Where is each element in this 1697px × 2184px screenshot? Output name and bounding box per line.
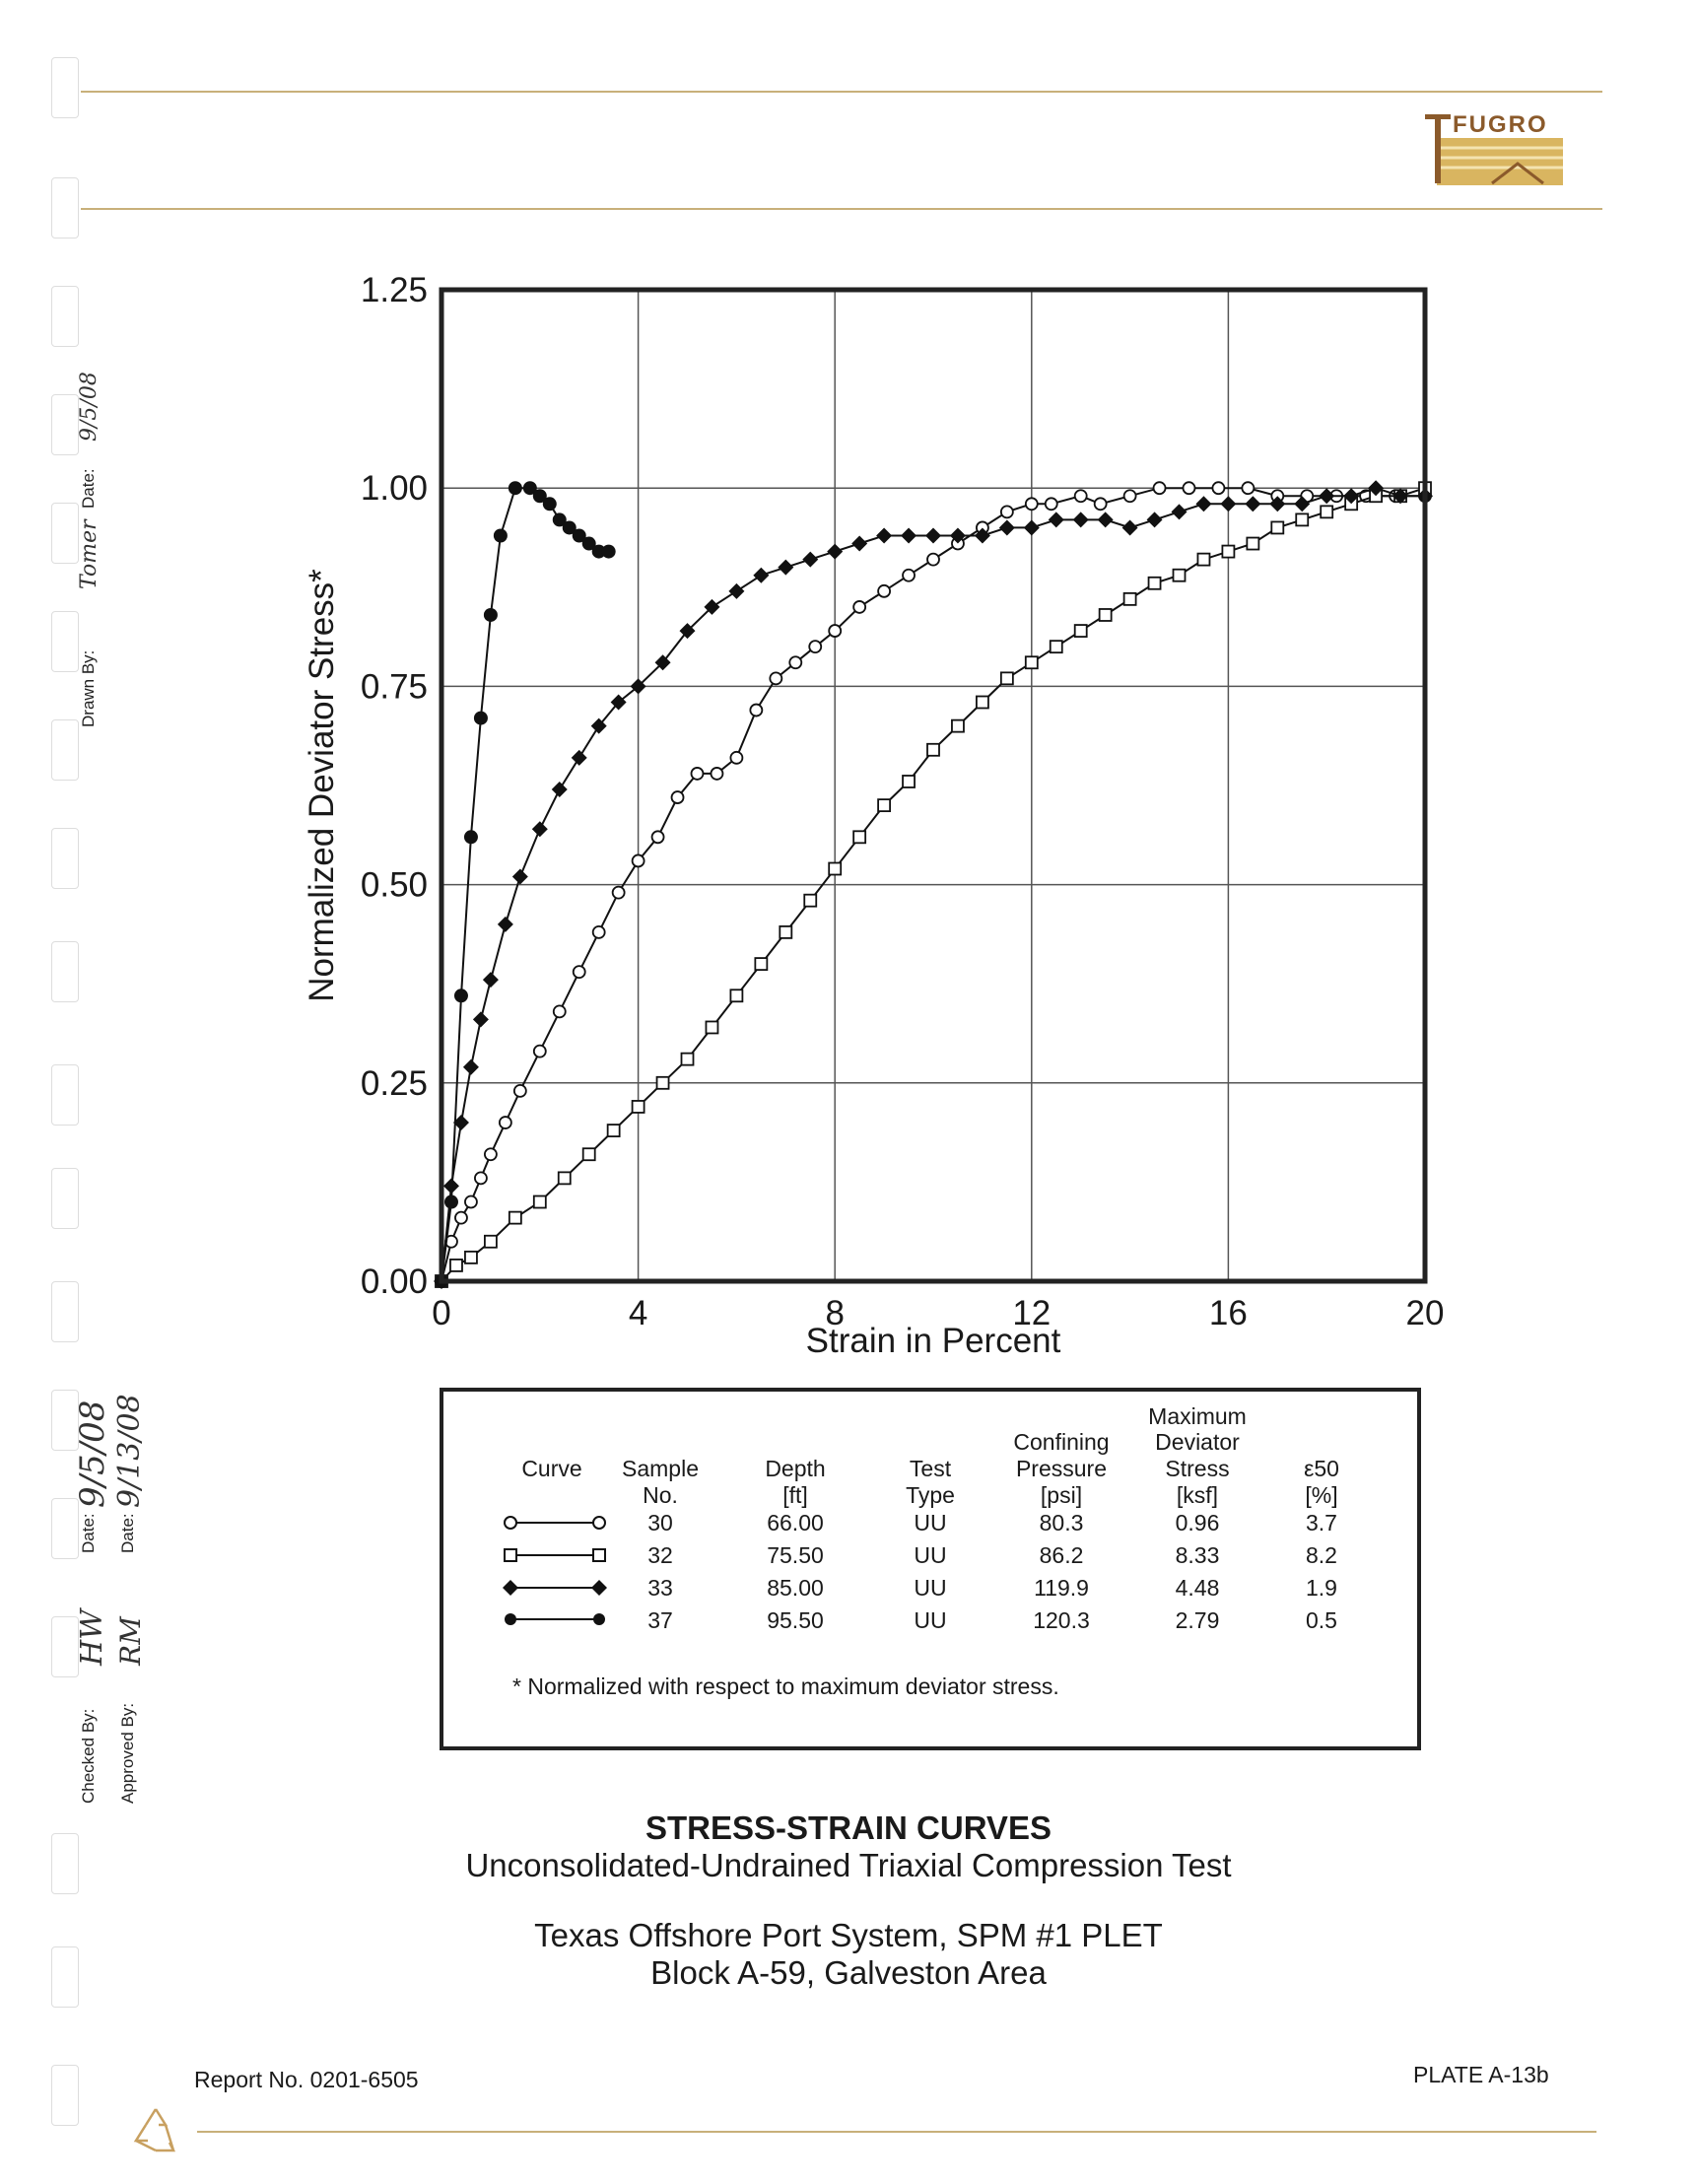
- y-tick-label: 1.25: [360, 271, 428, 309]
- data-point-30: [475, 1172, 487, 1184]
- data-point-33: [532, 821, 548, 837]
- legend-header-max-1: Maximum: [1148, 1403, 1247, 1429]
- legend-marker-30: [505, 1517, 605, 1529]
- legend-header-test-2: Type: [906, 1482, 955, 1508]
- legend-row-37-type: UU: [914, 1607, 947, 1633]
- legend-header-sample-1: Sample: [622, 1456, 699, 1481]
- data-point-32: [977, 696, 988, 708]
- y-tick-label: 0.50: [360, 865, 428, 905]
- data-point-33: [1245, 496, 1260, 512]
- data-point-32: [755, 958, 767, 970]
- data-point-32: [903, 776, 915, 787]
- data-point-32: [450, 1260, 462, 1271]
- data-point-30: [691, 768, 703, 780]
- legend-header-conf-1: Confining: [1013, 1429, 1110, 1455]
- data-point-33: [572, 750, 587, 766]
- legend-row-32-sample: 32: [647, 1542, 673, 1568]
- data-point-37: [454, 989, 468, 1002]
- data-point-32: [608, 1125, 620, 1136]
- data-point-32: [1124, 593, 1136, 605]
- data-point-33: [851, 536, 867, 552]
- legend-row-30-max-stress: 0.96: [1175, 1510, 1220, 1536]
- data-point-32: [583, 1148, 595, 1160]
- data-point-30: [750, 705, 762, 717]
- data-point-30: [878, 585, 890, 597]
- legend-marker-37: [505, 1613, 605, 1625]
- legend-header-curve: Curve: [521, 1456, 582, 1481]
- plate-subtitle: Unconsolidated-Undrained Triaxial Compression Test: [465, 1847, 1232, 1883]
- data-point-33: [473, 1011, 489, 1027]
- x-tick-label: 8: [825, 1294, 845, 1332]
- data-point-30: [1095, 498, 1107, 510]
- plot-frame: [441, 290, 1425, 1281]
- legend-header-sample-2: No.: [643, 1482, 678, 1508]
- checked-date-value: 9/5/08: [73, 1399, 112, 1508]
- data-point-33: [1098, 512, 1114, 527]
- data-point-30: [711, 768, 722, 780]
- legend-row-33-depth: 85.00: [767, 1575, 824, 1601]
- data-point-30: [672, 791, 684, 803]
- data-point-30: [593, 926, 605, 938]
- data-point-30: [1183, 482, 1194, 494]
- data-point-30: [809, 641, 821, 652]
- data-point-30: [534, 1046, 546, 1058]
- data-point-33: [1220, 496, 1236, 512]
- data-point-37: [543, 497, 557, 511]
- legend-row-33-e50: 1.9: [1306, 1575, 1337, 1601]
- data-point-37: [444, 1195, 458, 1209]
- data-point-30: [927, 554, 939, 566]
- legend-footnote: * Normalized with respect to maximum deviator stress.: [512, 1673, 1059, 1699]
- data-point-37: [494, 528, 508, 542]
- drawn-by-signature: Tomer: [77, 519, 102, 589]
- y-axis-label: Normalized Deviator Stress*: [303, 569, 341, 1002]
- legend-row-32-max-stress: 8.33: [1175, 1542, 1220, 1568]
- legend-row-30-sample: 30: [647, 1510, 673, 1536]
- chart-grid: [441, 290, 1425, 1281]
- data-point-30: [853, 601, 865, 613]
- legend-row-32-depth: 75.50: [767, 1542, 824, 1568]
- x-tick-label: 20: [1405, 1294, 1445, 1332]
- data-point-32: [1026, 656, 1038, 668]
- x-tick-label: 0: [432, 1294, 451, 1332]
- data-point-32: [853, 831, 865, 843]
- legend-header-max-4: [ksf]: [1176, 1482, 1219, 1508]
- data-point-32: [1247, 538, 1258, 550]
- legend-header-test-1: Test: [909, 1456, 952, 1481]
- project-location: Block A-59, Galveston Area: [650, 1954, 1047, 1991]
- data-point-30: [770, 672, 781, 684]
- legend-row-33-sample: 33: [647, 1575, 673, 1601]
- data-point-30: [652, 831, 664, 843]
- data-point-32: [1051, 641, 1062, 652]
- data-point-30: [465, 1196, 477, 1208]
- data-point-32: [706, 1021, 717, 1033]
- legend-header-e50-1: ε50: [1304, 1456, 1339, 1481]
- y-tick-label: 1.00: [360, 469, 428, 509]
- legend-header-conf-3: [psi]: [1040, 1482, 1083, 1508]
- checked-by-label: Checked By:: [79, 1708, 98, 1804]
- legend-header-max-3: Stress: [1165, 1456, 1230, 1481]
- y-tick-label: 0.75: [360, 667, 428, 707]
- legend-row-37-max-stress: 2.79: [1175, 1607, 1220, 1633]
- data-point-33: [483, 972, 499, 988]
- data-point-37: [484, 608, 498, 622]
- data-point-32: [509, 1212, 521, 1224]
- data-point-32: [1222, 546, 1234, 558]
- x-tick-label: 12: [1012, 1294, 1052, 1332]
- legend-row-33-max-stress: 4.48: [1175, 1575, 1220, 1601]
- data-point-30: [633, 854, 645, 866]
- data-point-32: [952, 720, 964, 732]
- data-point-32: [1075, 625, 1087, 637]
- chart-axes: [361, 271, 1445, 1332]
- legend-header-e50-2: [%]: [1305, 1482, 1338, 1508]
- legend-row-37-sample: 37: [647, 1607, 673, 1633]
- data-point-32: [682, 1054, 694, 1065]
- data-point-33: [463, 1059, 479, 1075]
- data-point-33: [728, 583, 744, 599]
- data-point-30: [1075, 490, 1087, 502]
- legend-header-depth-1: Depth: [765, 1456, 826, 1481]
- legend-markers: [503, 1508, 611, 1636]
- approved-by-label: Approved By:: [118, 1702, 137, 1804]
- legend-row-30-e50: 3.7: [1306, 1510, 1337, 1536]
- recycle-icon: [126, 2103, 185, 2158]
- data-point-37: [509, 481, 522, 495]
- legend-row-37-pressure: 120.3: [1033, 1607, 1090, 1633]
- legend-header-depth-2: [ft]: [782, 1482, 808, 1508]
- data-point-30: [829, 625, 841, 637]
- data-point-30: [1124, 490, 1136, 502]
- data-point-33: [1049, 512, 1064, 527]
- x-tick-label: 4: [628, 1294, 648, 1332]
- data-point-30: [1242, 482, 1254, 494]
- logo-text: FUGRO: [1453, 111, 1548, 138]
- data-point-32: [804, 895, 816, 907]
- approved-date-value: 9/13/08: [112, 1394, 147, 1508]
- drawn-by-label: Drawn By:: [79, 649, 98, 727]
- data-point-33: [1122, 519, 1138, 535]
- legend-row-33-pressure: 119.9: [1034, 1575, 1089, 1601]
- data-point-37: [474, 712, 488, 725]
- data-point-30: [485, 1148, 497, 1160]
- legend-row-32-type: UU: [914, 1542, 947, 1568]
- data-point-32: [633, 1101, 645, 1113]
- data-point-30: [1001, 506, 1013, 517]
- data-point-30: [903, 570, 915, 581]
- data-point-33: [1073, 512, 1089, 527]
- data-point-30: [514, 1085, 526, 1097]
- legend-row-30-type: UU: [914, 1510, 947, 1536]
- project-name: Texas Offshore Port System, SPM #1 PLET: [534, 1917, 1163, 1953]
- data-point-33: [901, 527, 916, 543]
- data-point-30: [613, 887, 625, 899]
- footer-rule: [197, 2131, 1596, 2133]
- legend-header-max-2: Deviator: [1155, 1429, 1240, 1455]
- data-point-30: [574, 966, 585, 978]
- data-point-33: [876, 527, 892, 543]
- data-point-32: [1001, 672, 1013, 684]
- data-point-33: [1319, 488, 1334, 504]
- data-point-33: [802, 552, 818, 568]
- data-point-32: [730, 990, 742, 1001]
- data-point-30: [455, 1212, 467, 1224]
- data-point-32: [534, 1196, 546, 1208]
- data-point-37: [464, 830, 478, 844]
- data-point-30: [730, 752, 742, 764]
- y-tick-label: 0.00: [360, 1263, 428, 1301]
- data-point-33: [999, 519, 1015, 535]
- data-point-32: [1149, 578, 1161, 589]
- plate-title: STRESS-STRAIN CURVES: [645, 1809, 1052, 1846]
- data-point-30: [554, 1005, 566, 1017]
- data-point-32: [927, 744, 939, 756]
- data-point-33: [827, 544, 843, 560]
- legend-header-conf-2: Pressure: [1015, 1456, 1108, 1481]
- approved-by-initials: RM: [114, 1616, 147, 1666]
- plate-number: PLATE A-13b: [1413, 2062, 1549, 2087]
- data-point-32: [878, 799, 890, 811]
- data-point-30: [1046, 498, 1057, 510]
- data-point-33: [925, 527, 941, 543]
- data-point-30: [1212, 482, 1224, 494]
- legend-row-32-e50: 8.2: [1306, 1542, 1337, 1568]
- legend-marker-33: [503, 1580, 607, 1596]
- data-point-33: [498, 917, 513, 932]
- drawn-date-value: 9/5/08: [77, 372, 102, 442]
- checked-by-initials: HW: [75, 1609, 109, 1666]
- drawn-date-label: Date:: [79, 468, 98, 509]
- legend-row-37-e50: 0.5: [1306, 1607, 1337, 1633]
- binder-hole: [51, 2065, 79, 2126]
- data-point-32: [1174, 570, 1186, 581]
- data-point-33: [778, 560, 793, 576]
- data-point-32: [829, 863, 841, 875]
- legend-row-30-depth: 66.00: [767, 1510, 824, 1536]
- x-tick-label: 16: [1208, 1294, 1248, 1332]
- approved-date-label: Date:: [118, 1513, 137, 1553]
- legend-marker-32: [505, 1549, 605, 1561]
- legend-row-33-type: UU: [914, 1575, 947, 1601]
- data-point-32: [1271, 521, 1283, 533]
- data-point-32: [657, 1077, 669, 1089]
- data-point-30: [1154, 482, 1166, 494]
- legend-row-32-pressure: 86.2: [1039, 1542, 1084, 1568]
- data-point-33: [1172, 504, 1188, 519]
- y-tick-label: 0.25: [360, 1063, 428, 1103]
- data-point-32: [1296, 513, 1308, 525]
- data-point-33: [552, 782, 568, 797]
- data-point-32: [465, 1252, 477, 1263]
- data-point-33: [512, 869, 528, 885]
- data-point-32: [780, 926, 791, 938]
- data-point-32: [1100, 609, 1112, 621]
- data-point-30: [500, 1117, 511, 1128]
- data-point-32: [1197, 554, 1209, 566]
- data-point-32: [1321, 506, 1332, 517]
- data-point-30: [1026, 498, 1038, 510]
- checked-date-label: Date:: [79, 1513, 98, 1553]
- legend-row-30-pressure: 80.3: [1039, 1510, 1084, 1536]
- data-point-33: [753, 568, 769, 583]
- data-point-33: [1147, 512, 1163, 527]
- data-point-32: [559, 1172, 571, 1184]
- data-point-33: [1195, 496, 1211, 512]
- data-point-33: [1024, 519, 1040, 535]
- data-point-37: [602, 545, 616, 559]
- x-axis-label: Strain in Percent: [805, 1322, 1061, 1360]
- data-point-32: [485, 1236, 497, 1248]
- report-number: Report No. 0201-6505: [194, 2067, 419, 2092]
- legend-row-37-depth: 95.50: [767, 1607, 824, 1633]
- data-point-30: [789, 656, 801, 668]
